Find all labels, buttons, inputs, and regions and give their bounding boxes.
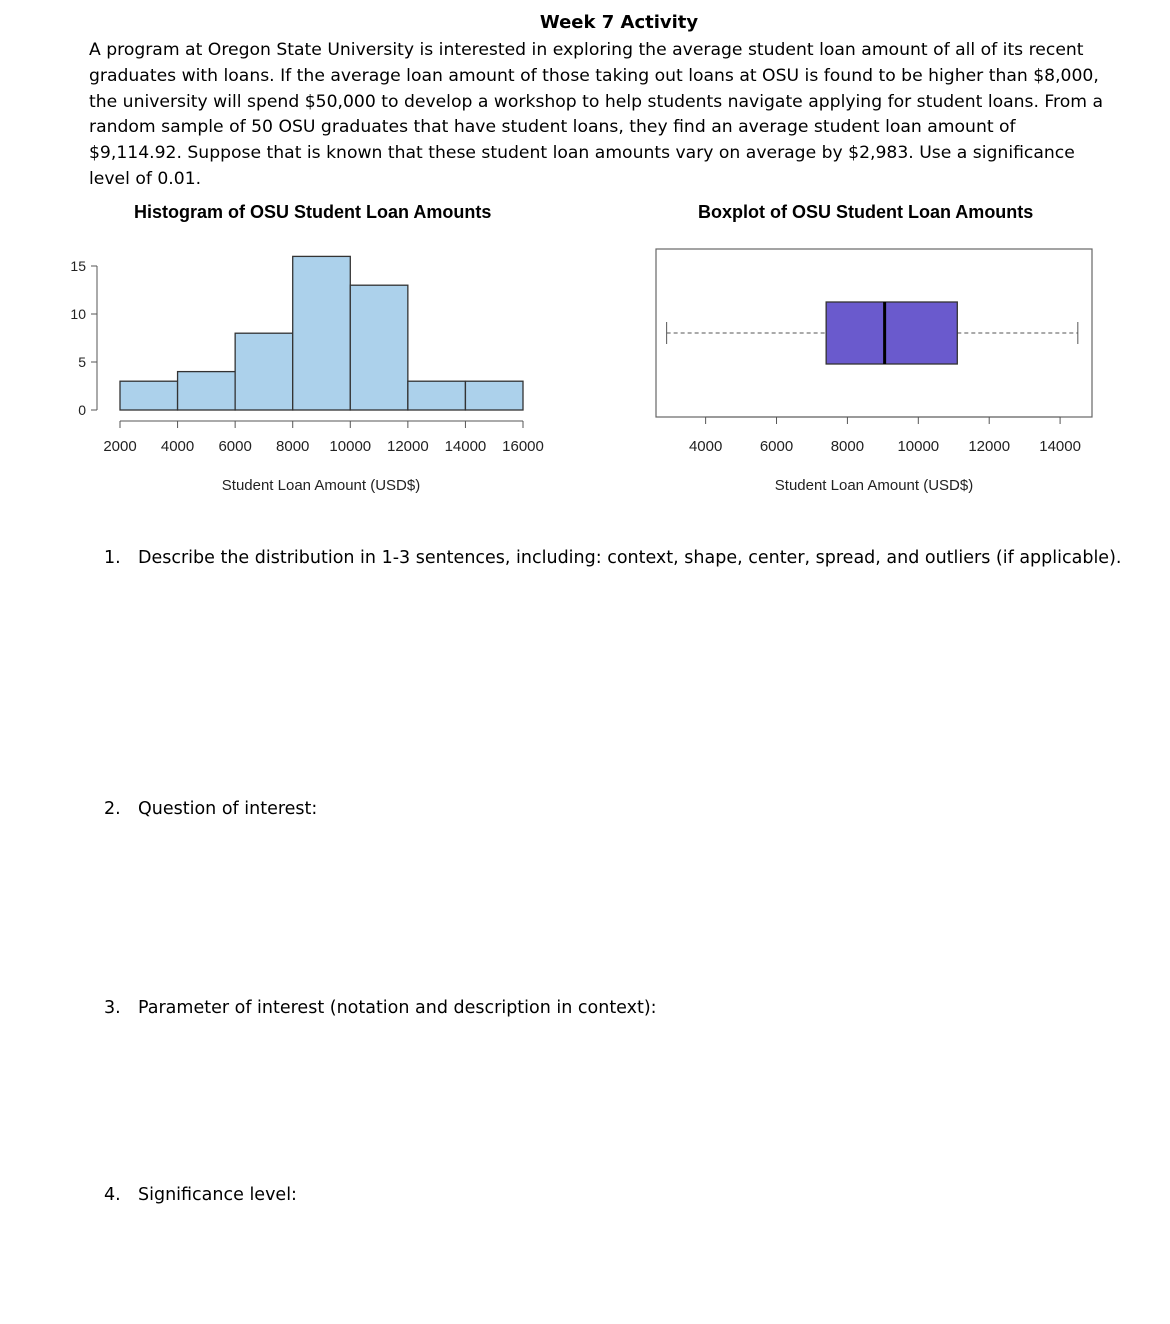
boxplot-box (826, 302, 957, 364)
question-4-text: Significance level: (138, 1185, 297, 1205)
question-4-number: 4. (104, 1185, 121, 1205)
question-3 (104, 998, 657, 1018)
histogram-x-tick-label: 4000 (160, 438, 195, 455)
boxplot-x-tick-label: 10000 (897, 438, 940, 455)
question-1 (104, 548, 1121, 568)
histogram-y-tick-label: 0 (78, 402, 86, 418)
boxplot-x-tick-label: 8000 (830, 438, 865, 455)
boxplot-x-tick-label: 6000 (759, 438, 794, 455)
question-2-number: 2. (104, 799, 121, 819)
histogram-y-tick-label: 15 (70, 258, 86, 274)
question-4 (104, 1185, 297, 1205)
question-2-text: Question of interest: (138, 799, 318, 819)
question-1-number: 1. (104, 548, 121, 568)
intro-paragraph: A program at Oregon State University is interested in exploring the average student loan amount of all of its recent graduates with loans. If the average loan amount of those taking out loans at OSU is found to be higher than $8,000, the university will spend $50,000 to develop a workshop to help students navigate applying for student loans. From a random sample of 50 OSU graduates that have student loans, they find an average student loan amount of $9,114.92. Suppose that is known that these student loan amounts vary on average by $2,983. Use a significance level of 0.01. (89, 40, 1104, 189)
boxplot-x-tick-label: 4000 (688, 438, 723, 455)
question-3-text: Parameter of interest (notation and description in context): (138, 998, 657, 1018)
boxplot-x-axis-label: Student Loan Amount (USD$) (774, 477, 974, 494)
question-2 (104, 799, 317, 819)
histogram-y-tick-label: 10 (70, 306, 86, 322)
histogram-y-tick-label: 5 (78, 354, 86, 370)
boxplot-x-tick-label: 12000 (968, 438, 1011, 455)
histogram-title: Histogram of OSU Student Loan Amounts (134, 202, 492, 222)
histogram-x-tick-label: 10000 (329, 438, 372, 455)
question-3-number: 3. (104, 998, 121, 1018)
histogram-x-tick-label: 16000 (502, 438, 544, 455)
histogram-x-axis-label: Student Loan Amount (USD$) (221, 477, 421, 494)
document-title: Week 7 Activity (539, 12, 699, 33)
histogram-x-tick-label: 6000 (218, 438, 252, 455)
question-1-text: Describe the distribution in 1-3 sentences, including: context, shape, center, spread, and outliers (if applicable). (138, 548, 1122, 568)
histogram-x-tick-label: 14000 (444, 438, 487, 455)
boxplot-x-tick-label: 14000 (1039, 438, 1081, 455)
histogram-x-tick-label: 12000 (386, 438, 429, 455)
histogram-x-tick-label: 8000 (276, 438, 310, 455)
boxplot-title: Boxplot of OSU Student Loan Amounts (698, 202, 1034, 222)
histogram-x-tick-label: 2000 (103, 438, 137, 455)
